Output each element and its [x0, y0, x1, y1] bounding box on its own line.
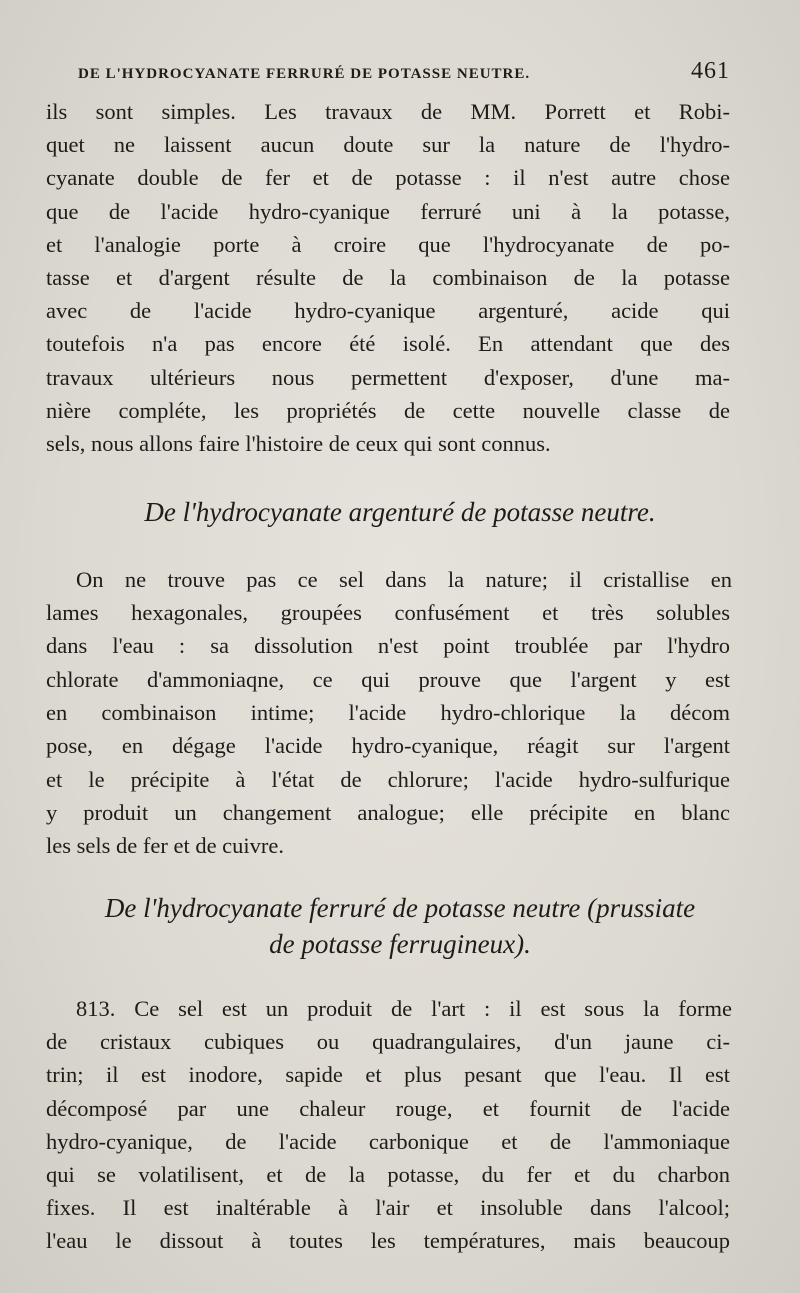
text-line: quet ne laissent aucun doute sur la nature de l'hydro- [46, 132, 730, 157]
text-line: en combinaison intime; l'acide hydro-chlorique la décom [46, 700, 730, 725]
text-line: que de l'acide hydro-cyanique ferruré uni à la potasse, [46, 199, 730, 224]
text-line: et le précipite à l'état de chlorure; l'acide hydro-sulfurique [46, 767, 730, 792]
text-line: dans l'eau : sa dissolution n'est point troublée par l'hydro [46, 633, 730, 658]
text-line: sels, nous allons faire l'histoire de ceux qui sont connus. [46, 431, 551, 456]
text-line: et l'analogie porte à croire que l'hydrocyanate de po- [46, 232, 730, 257]
section-heading: De l'hydrocyanate argenturé de potasse neutre. [144, 497, 656, 527]
text-line: avec de l'acide hydro-cyanique argenturé, acide qui [46, 298, 730, 323]
text-line: travaux ultérieurs nous permettent d'exposer, d'une ma- [46, 365, 730, 390]
page-header [70, 58, 730, 88]
text-line: l'eau le dissout à toutes les températures, mais beaucoup [46, 1228, 730, 1253]
text-line: décomposé par une chaleur rouge, et fournit de l'acide [46, 1096, 730, 1121]
running-title: DE L'HYDROCYANATE FERRURÉ DE POTASSE NEUTRE. [78, 66, 531, 82]
text-line: chlorate d'ammoniaqne, ce qui prouve que l'argent y est [46, 667, 730, 692]
text-line: lames hexagonales, groupées confusément et très solubles [46, 600, 730, 625]
text-line: pose, en dégage l'acide hydro-cyanique, réagit sur l'argent [46, 733, 730, 758]
text-line: les sels de fer et de cuivre. [46, 833, 285, 858]
text-line: On ne trouve pas ce sel dans la nature; il cristallise en [76, 567, 732, 592]
text-line: cyanate double de fer et de potasse : il n'est autre chose [46, 165, 730, 190]
text-line: de cristaux cubiques ou quadrangulaires, d'un jaune ci- [46, 1029, 730, 1054]
text-line: toutefois n'a pas encore été isolé. En attendant que des [46, 331, 730, 356]
page-number: 461 [691, 58, 730, 84]
text-line: tasse et d'argent résulte de la combinaison de la potasse [46, 265, 730, 290]
text-line: nière compléte, les propriétés de cette nouvelle classe de [46, 398, 730, 423]
text-line: y produit un changement analogue; elle précipite en blanc [46, 800, 730, 825]
section-heading: De l'hydrocyanate ferruré de potasse neutre (prussiate [104, 893, 696, 923]
text-line: ils sont simples. Les travaux de MM. Porrett et Robi- [46, 99, 730, 124]
text-line: fixes. Il est inaltérable à l'air et insoluble dans l'alcool; [46, 1195, 730, 1220]
text-line: qui se volatilisent, et de la potasse, du fer et du charbon [46, 1162, 730, 1187]
section-heading-continuation: de potasse ferrugineux). [269, 929, 531, 959]
text-line: hydro-cyanique, de l'acide carbonique et de l'ammoniaque [46, 1129, 730, 1154]
text-line: trin; il est inodore, sapide et plus pesant que l'eau. Il est [46, 1062, 730, 1087]
text-line: 813. Ce sel est un produit de l'art : il est sous la forme [76, 996, 732, 1021]
